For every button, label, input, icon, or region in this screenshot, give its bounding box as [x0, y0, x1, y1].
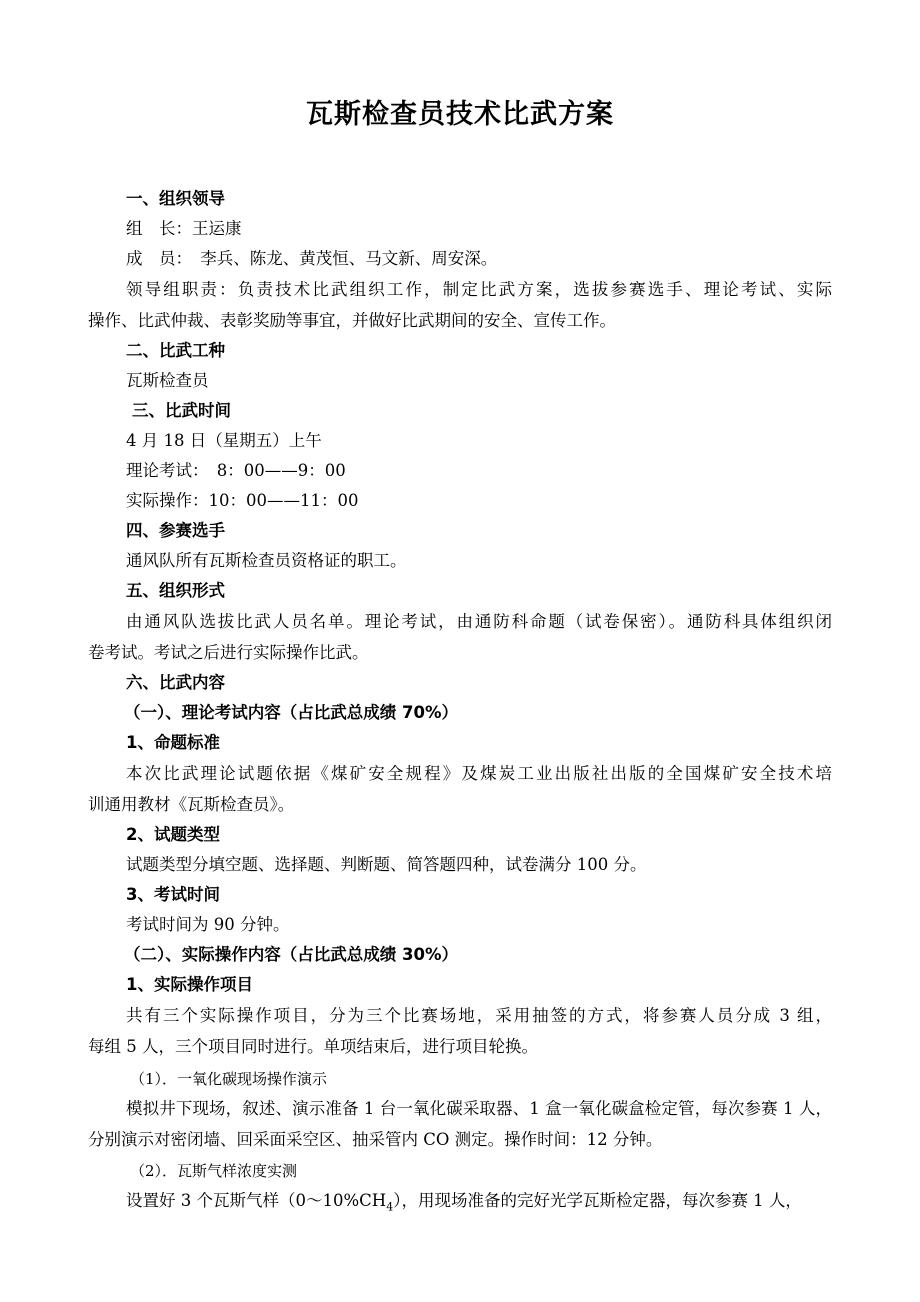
duty-line-1: 领导组职责：负责技术比武组织工作，制定比武方案，选拔参赛选手、理论考试、实际 — [126, 280, 832, 299]
gas-test-text-b: ），用现场准备的完好光学瓦斯检定器，每次参赛 1 人， — [393, 1191, 802, 1210]
practice-content-heading: （二）、实际操作内容（占比武总成绩 30%） — [124, 945, 458, 964]
item-heading-exam-duration: 3、考试时间 — [126, 885, 220, 904]
gas-test-text-a: 设置好 3 个瓦斯气样（0～10%CH — [126, 1191, 387, 1210]
section-heading-format: 五、组织形式 — [126, 581, 225, 600]
co-demo-line-2: 分别演示对密闭墙、回采面采空区、抽采管内 CO 测定。操作时间：12 分钟。 — [88, 1130, 663, 1149]
practice-items-line-2: 每组 5 人，三个项目同时进行。单项结束后，进行项目轮换。 — [88, 1037, 538, 1056]
practice-time: 实际操作：10：00——11：00 — [126, 491, 359, 510]
section-heading-contestants: 四、参赛选手 — [126, 521, 225, 540]
item-heading-question-types: 2、试题类型 — [126, 825, 220, 844]
theory-content-heading: （一）、理论考试内容（占比武总成绩 70%） — [124, 703, 458, 722]
standard-line-1: 本次比武理论试题依据《煤矿安全规程》及煤炭工业出版社出版的全国煤矿安全技术培 — [126, 764, 832, 783]
theory-exam-time: 理论考试： 8：00——9：00 — [126, 461, 346, 480]
sub-heading-co-demo: （1）．一氧化碳现场操作演示 — [130, 1070, 328, 1088]
sub-heading-gas-test: （2）．瓦斯气样浓度实测 — [130, 1162, 298, 1180]
standard-line-2: 训通用教材《瓦斯检查员》。 — [88, 795, 295, 814]
format-line-2: 卷考试。考试之后进行实际操作比武。 — [88, 643, 369, 662]
contestants-text: 通风队所有瓦斯检查员资格证的职工。 — [126, 551, 407, 570]
job-type-text: 瓦斯检查员 — [126, 371, 209, 390]
section-heading-organization: 一、组织领导 — [126, 189, 225, 208]
section-heading-time: 三、比武时间 — [132, 401, 231, 420]
item-heading-standard: 1、命题标准 — [126, 733, 220, 752]
competition-date: 4 月 18 日（星期五）上午 — [126, 431, 322, 450]
format-line-1: 由通风队选拔比武人员名单。理论考试，由通防科命题（试卷保密）。通防科具体组织闭 — [126, 612, 832, 631]
section-heading-content: 六、比武内容 — [126, 673, 225, 692]
co-demo-line-1: 模拟井下现场，叙述、演示准备 1 台一氧化碳采取器、1 盒一氧化碳盒检定管，每次参赛 1 人， — [126, 1099, 832, 1118]
ch4-subscript: 4 — [386, 1200, 394, 1214]
item-heading-practice-items: 1、实际操作项目 — [126, 975, 253, 994]
duty-line-2: 操作、比武仲裁、表彰奖励等事宜，并做好比武期间的安全、宣传工作。 — [88, 311, 616, 330]
leader-line: 组 长：王运康 — [126, 219, 242, 238]
document-title: 瓦斯检查员技术比武方案 — [306, 99, 614, 130]
members-line: 成 员： 李兵、陈龙、黄茂恒、马文新、周安深。 — [126, 249, 498, 268]
exam-duration-text: 考试时间为 90 分钟。 — [126, 915, 290, 934]
section-heading-job-type: 二、比武工种 — [126, 341, 225, 360]
question-types-text: 试题类型分填空题、选择题、判断题、简答题四种，试卷满分 100 分。 — [126, 855, 647, 874]
gas-test-line-1 — [126, 1190, 802, 1218]
practice-items-line-1: 共有三个实际操作项目，分为三个比赛场地，采用抽签的方式，将参赛人员分成 3 组， — [126, 1006, 832, 1025]
